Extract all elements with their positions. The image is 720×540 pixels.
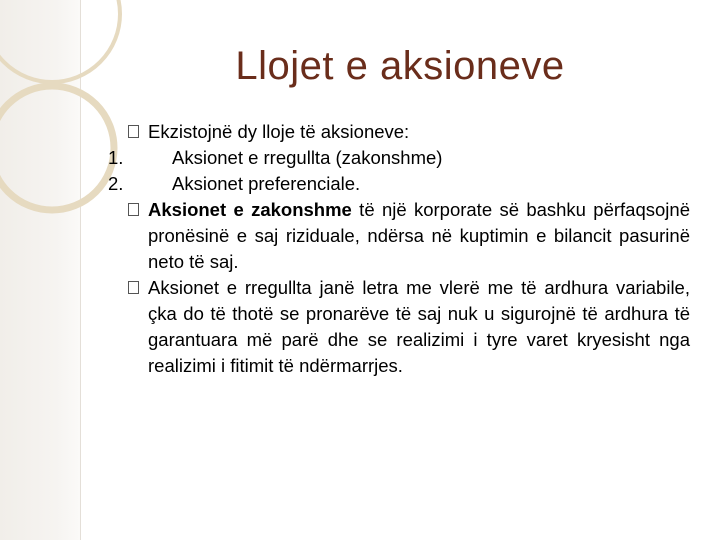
paragraph-text: Aksionet e rregullta janë letra me vlerë me të ardhura variabile, çka do të thotë se pronarëve të saj nuk u sigurojnë të ardhura të garantuara më parë dhe se realizimi i tyre varet kryesisht nga realizimi i fitimit të ndërmarrjes. [148,277,690,376]
paragraph-text: të një korporate së bashku përfaqsojnë pronësinë e saj riziduale, ndërsa në kuptimin e bilancit pasurinë neto të saj. [148,199,690,272]
bullet-box-icon [128,281,139,294]
slide-body [108,119,690,379]
ornament-circle-large [0,0,120,82]
intro-text: Ekzistojnë dy lloje të aksioneve: [148,121,410,142]
item-text: Aksionet e rregullta (zakonshme) [172,147,443,168]
numbered-item [108,145,690,171]
numbered-item [108,171,690,197]
bullet-box-icon [128,203,139,216]
bullet-box-icon [128,125,139,138]
slide-title: Llojet e aksioneve [235,44,565,88]
intro-line [128,119,690,145]
ornament-circle-small [0,86,114,210]
paragraph-common-stock [128,197,690,275]
item-text: Aksionet preferenciale. [172,173,361,194]
item-number: 2. [108,173,124,194]
paragraph-regular-stock [128,275,690,379]
item-number: 1. [108,147,124,168]
paragraph-bold-term: Aksionet e zakonshme [148,199,352,220]
